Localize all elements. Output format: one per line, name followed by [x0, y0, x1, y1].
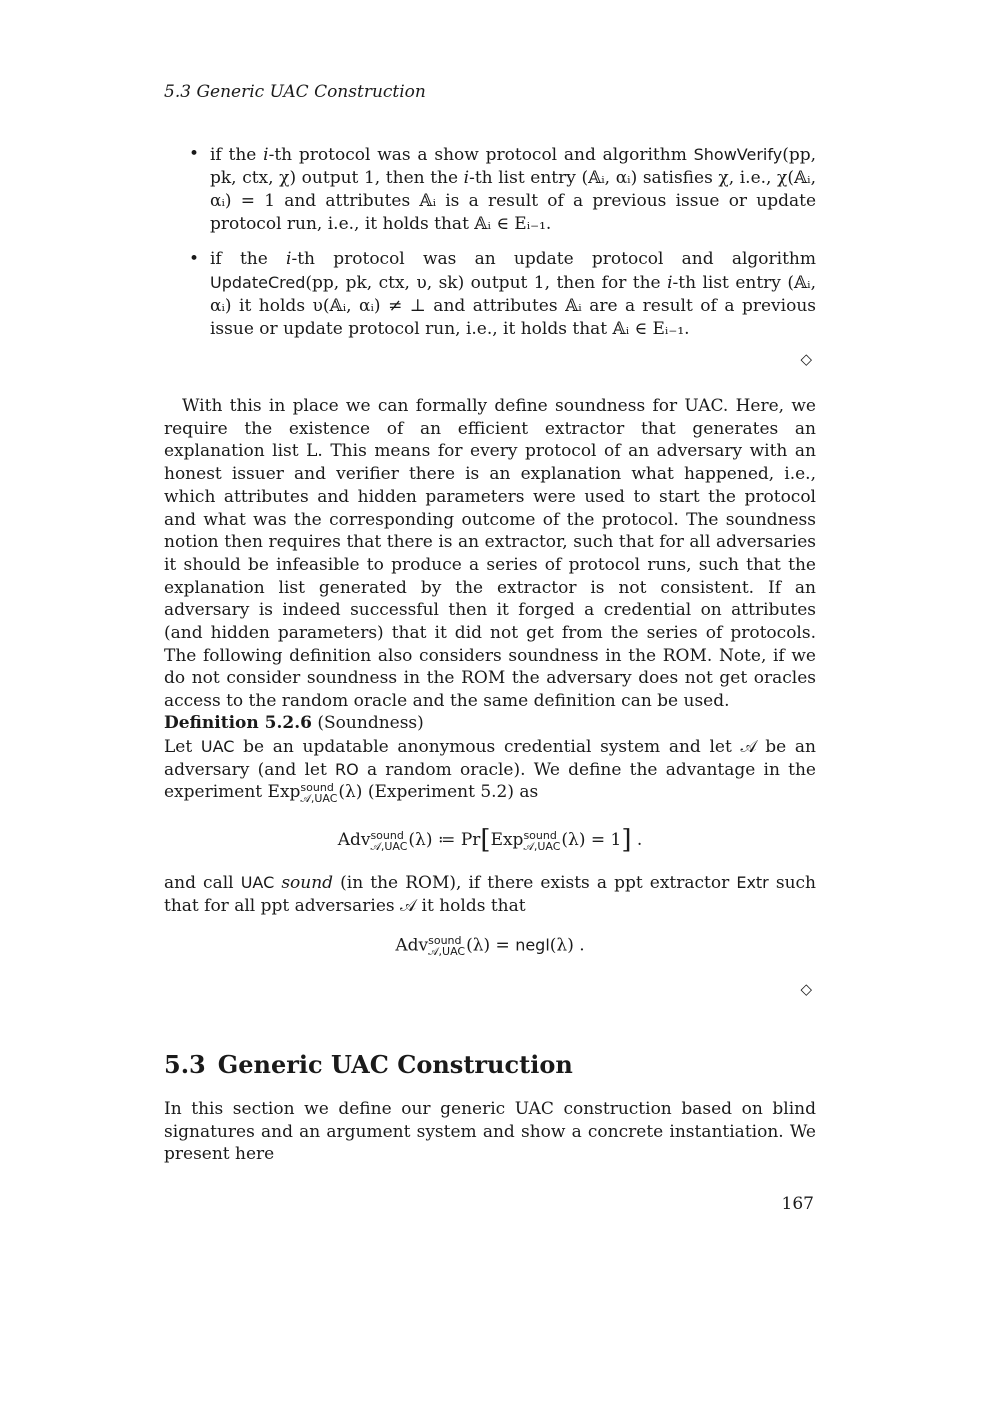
definition-body: Let UAC be an updatable anonymous credential system and let 𝒜 be an adversary (and let RO a random oracle). We define the advantage in the experiment Exp sound 𝒜,UAC (λ) (Experiment 5.2) as [164, 737, 816, 805]
end-of-definition-icon: ◇ [800, 980, 812, 998]
page-number: 167 [781, 1194, 814, 1214]
soundness-paragraph: With this in place we can formally define soundness for UAC. Here, we require the existence of an efficient extractor that generates an explanation list L. This means for every protocol of an adversary with an honest issuer and verifier there is an explanation what happened, i.e., which attributes and hidden parameters were used to start the protocol and what was the corresponding outcome of the protocol. The soundness notion then requires that there is an extractor, such that for all adversaries it should be infeasible to produce a series of protocol runs, such that the explanation list generated by the extractor is not consistent. If an adversary is indeed successful then it forged a credential on attributes (and hidden parameters) that it did not get from the series of protocols. The following definition also considers soundness in the ROM. Note, if we do not consider soundness in the ROM the adversary does not get oracles access to the random oracle and the same definition can be used. [164, 396, 816, 712]
list-item-update-protocol: • if the i-th protocol was an update protocol and algorithm UpdateCred(pp, pk, ctx, υ, sk) output 1, then for the i-th list entry (𝔸ᵢ, αᵢ) it holds υ(𝔸ᵢ, αᵢ) ≠ ⊥ and attributes 𝔸ᵢ are a result of a previous issue or update protocol run, i.e., it holds that 𝔸ᵢ ∈ Eᵢ₋₁. [189, 249, 816, 339]
section-intro: In this section we define our generic UAC construction based on blind signatures and an argument system and show a concrete instantiation. We present here [164, 1099, 816, 1165]
list-item-show-protocol: • if the i-th protocol was a show protocol and algorithm ShowVerify(pp, pk, ctx, χ) output 1, then the i-th list entry (𝔸ᵢ, αᵢ) satisfies χ, i.e., χ(𝔸ᵢ, αᵢ) = 1 and attributes 𝔸ᵢ is a result of a previous issue or update protocol run, i.e., it holds that 𝔸ᵢ ∈ Eᵢ₋₁. [189, 144, 816, 234]
end-of-definition-icon: ◇ [800, 350, 812, 368]
bullet-icon: • [189, 249, 200, 269]
bullet-icon: • [189, 144, 200, 164]
advantage-equation: Adv sound 𝒜,UAC (λ) ≔ Pr[Exp sound 𝒜,UAC (λ) = 1] . [337, 825, 643, 855]
negligible-equation: Adv sound 𝒜,UAC (λ) = negl(λ) . [395, 934, 585, 958]
running-head: 5.3 Generic UAC Construction [164, 82, 426, 102]
condition-list [164, 143, 816, 353]
definition-condition: and call UAC sound (in the ROM), if there exists a ppt extractor Extr such that for all ppt adversaries 𝒜 it holds that [164, 873, 816, 916]
section-heading: 5.3 Generic UAC Construction [164, 1050, 573, 1079]
definition-heading: Definition 5.2.6 (Soundness) [164, 713, 424, 733]
algorithm-name: UpdateCred [210, 273, 306, 292]
algorithm-name: ShowVerify [693, 145, 783, 164]
